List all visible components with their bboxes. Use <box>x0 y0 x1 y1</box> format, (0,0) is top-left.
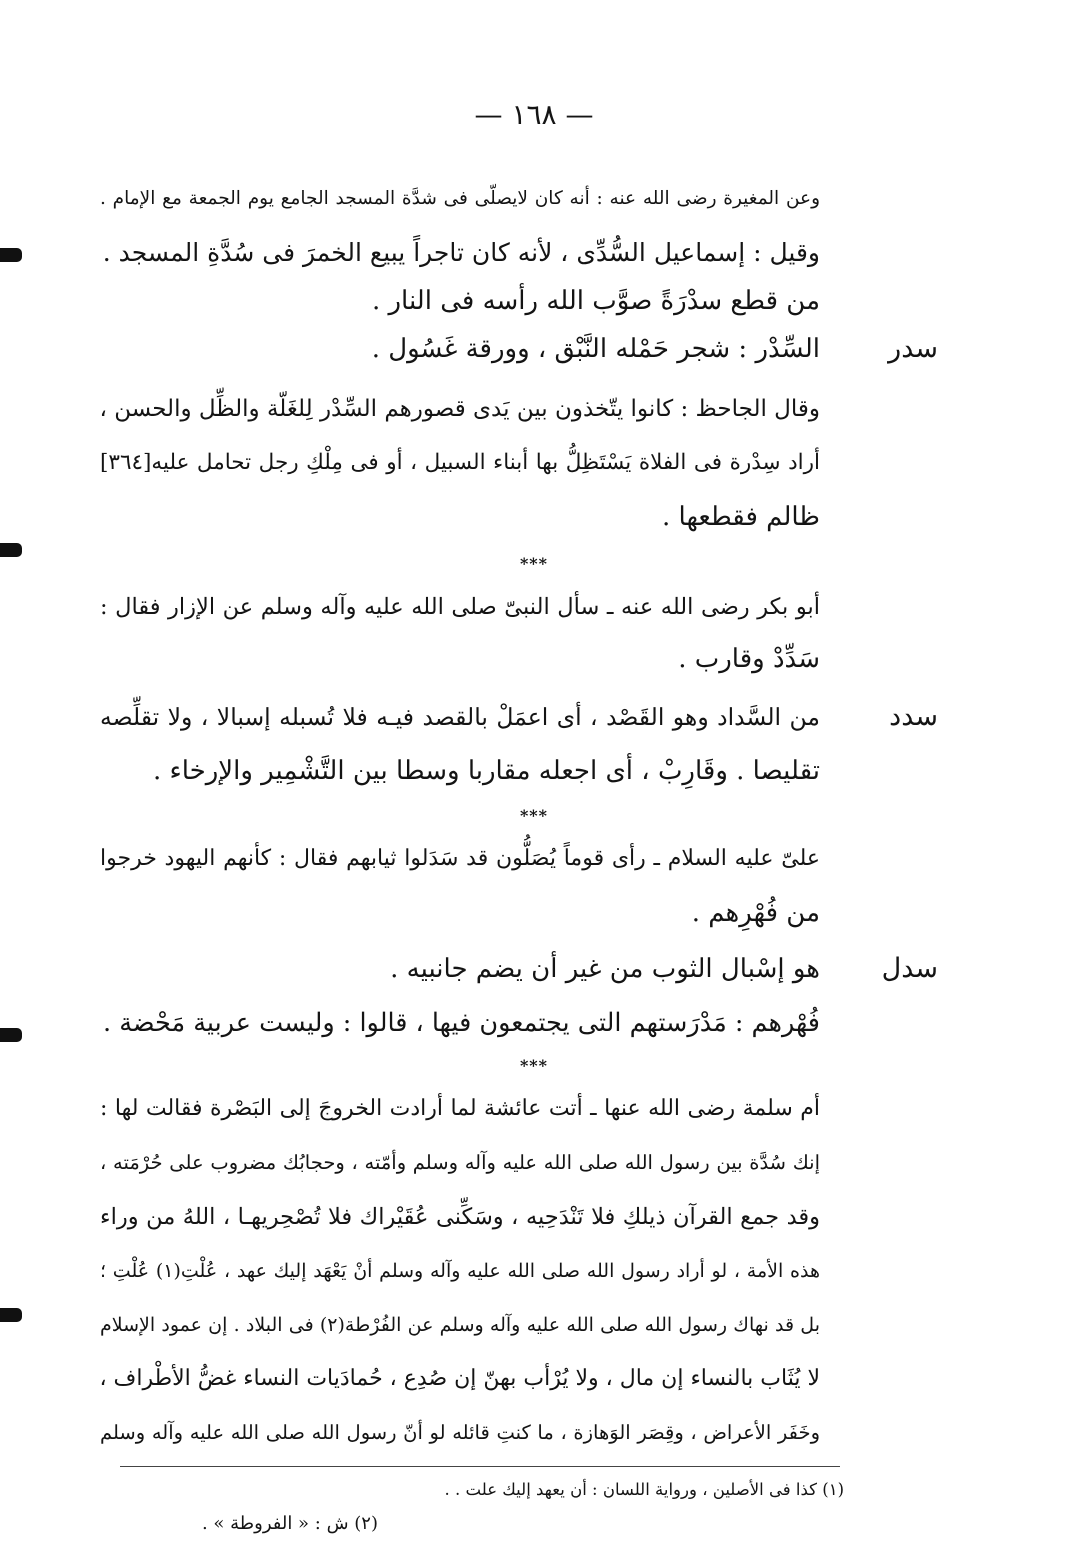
footnote-1: (١) كذا فى الأصلين ، ورواية اللسان : أن يعهد إليك علت . . <box>444 1480 844 1499</box>
footnote-rule <box>120 1466 840 1467</box>
text-line: من السَّداد وهو القَصْد ، أى اعمَلْ بالقصد فيـه فلا تُسبله إسبالا ، ولا تقلِّصه <box>100 703 820 731</box>
text-line: ظالم فقطعها . <box>662 502 820 532</box>
text-line: وقيل : إسماعيل السُّدِّى ، لأنه كان تاجراً يبيع الخمرَ فى سُدَّةِ المسجد . <box>102 238 820 267</box>
text-line: أراد سِدْرة فى الفلاة يَسْتَظِلُّ بها أبناء السبيل ، أو فى مِلْكِ رجل تحامل عليه[٣٦٤] <box>100 450 820 475</box>
text-line: هذه الأمة ، لو أراد رسول الله صلى الله عليه وآله وسلم أنْ يَعْهَد إليك عهد ، عُلْتِ(١) عُلْتِ ؛ <box>100 1260 820 1282</box>
text-line: علىّ عليه السلام ـ رأى قوماً يُصَلُّون قد سَدَلوا ثيابهم فقال : كأنهم اليهود خرجوا <box>100 846 820 871</box>
text-line: من فُهْرِهم . <box>691 898 820 928</box>
text-line: هو إسْبال الثوب من غير أن يضم جانبيه . <box>390 954 820 984</box>
margin-root-word: سدد <box>889 701 938 732</box>
text-line: فُهْرهم : مَدْرَستهم التى يجتمعون فيها ، قالوا : وليست عربية مَحْضة . <box>103 1008 820 1038</box>
text-line: أبو بكر رضى الله عنه ـ سأل النبىّ صلى الله عليه وآله وسلم عن الإزار فقال : <box>100 594 820 620</box>
margin-root-word: سدل <box>881 953 938 984</box>
section-separator: *** <box>519 554 549 573</box>
text-line: أم سلمة رضى الله عنها ـ أتت عائشة لما أرادت الخروجَ إلى البَصْرة فقالت لها : <box>100 1096 820 1121</box>
margin-root-word: سدر <box>888 333 938 364</box>
text-line: وعن المغيرة رضى الله عنه : أنه كان لايصلّى فى شدَّة المسجد الجامع يوم الجمعة مع الإمام . <box>100 188 820 209</box>
text-line: وقد جمع القرآن ذيلكِ فلا تَنْدَحِيه ، وسَكِّنى عُقَيْراك فلا تُصْحِريهـا ، اللهُ من وراء <box>100 1204 820 1230</box>
text-line: السِّدْر : شجر حَمْله النَّبْق ، وورقة غَسُول . <box>371 334 820 364</box>
footnote-2: (٢) ش : « الفروطة » . <box>201 1513 378 1534</box>
text-line: وخَفَر الأعراض ، وقِصَر الوَهازة ، ما كنتِ قائله لو أنّ رسول الله صلى الله عليه وآله وسلم <box>100 1421 820 1444</box>
text-line: بل قد نهاك رسول الله صلى الله عليه وآله وسلم عن الفُرْطة(٢) فى البلاد . إن عمود الإسلام <box>100 1314 820 1336</box>
binding-mark <box>0 1308 22 1322</box>
text-line: من قطع سدْرَةً صوَّب الله رأسه فى النار . <box>371 286 820 316</box>
binding-mark <box>0 248 22 262</box>
text-line: وقال الجاحظ : كانوا يتّخذون بين يَدى قصورهم السِّدْر لِلغَلّة والظِّل والحسن ، <box>99 396 820 422</box>
section-separator: *** <box>519 806 549 825</box>
text-line: سَدِّدْ وقارب . <box>678 644 820 674</box>
binding-mark <box>0 1028 22 1042</box>
text-line: لا يُثَاب بالنساء إن مال ، ولا يُرْأب بهنّ إن صُدِع ، حُمادَيات النساء غضُّ الأطْراف ، <box>99 1366 820 1391</box>
text-line: تقليصا . وقَارِبْ ، أى اجعله مقاربا وسطا بين التَّشْمِير والإرخاء . <box>152 756 820 786</box>
page-number: — ١٦٨ — <box>474 98 594 131</box>
section-separator: *** <box>519 1056 549 1075</box>
text-line: إنك سُدَّة بين رسول الله صلى الله عليه وآله وسلم وأمّته ، وحجابُك مضروب على حُرْمَته ، <box>100 1151 820 1174</box>
